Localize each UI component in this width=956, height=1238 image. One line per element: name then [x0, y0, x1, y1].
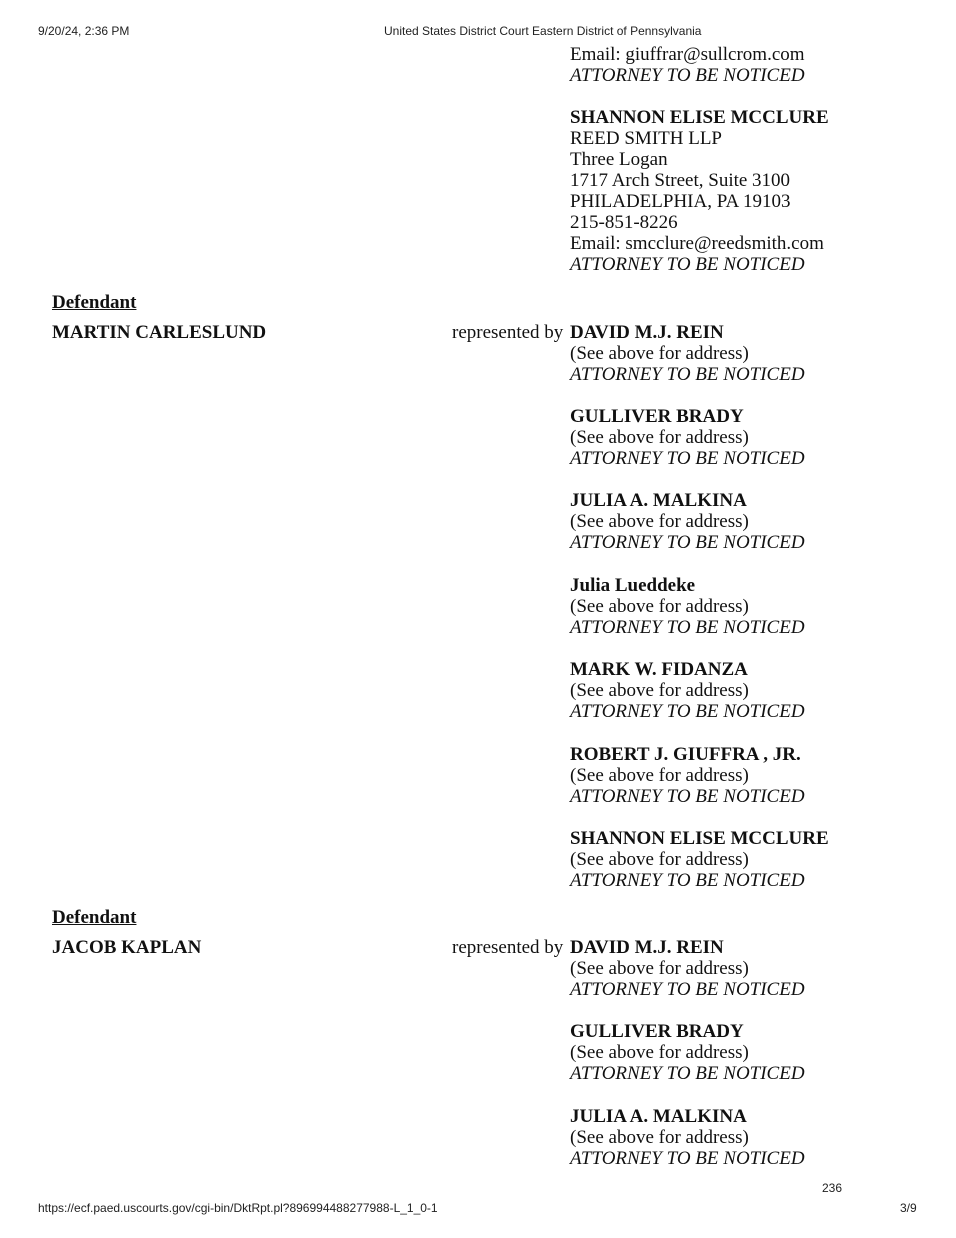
attorney-name: MARK W. FIDANZA	[570, 659, 748, 680]
attorney-entry	[570, 659, 805, 722]
attorney-name: GULLIVER BRADY	[570, 1021, 744, 1042]
attorney-entry	[570, 322, 805, 385]
attorney-notice: ATTORNEY TO BE NOTICED	[570, 364, 805, 385]
attorney-entry	[570, 1021, 805, 1084]
attorney-name: JULIA A. MALKINA	[570, 1106, 747, 1127]
attorney-block-carryover	[570, 44, 805, 86]
attorney-name: Julia Lueddeke	[570, 575, 696, 596]
attorney-address: (See above for address)	[570, 343, 749, 364]
attorney-email: Email: giuffrar@sullcrom.com	[570, 44, 805, 65]
attorney-entry	[570, 744, 805, 807]
attorney-entry	[570, 1106, 805, 1169]
attorney-notice: ATTORNEY TO BE NOTICED	[570, 786, 805, 807]
attorney-address: (See above for address)	[570, 427, 749, 448]
attorney-address: (See above for address)	[570, 765, 749, 786]
attorney-entry	[570, 490, 805, 553]
attorney-email: Email: smcclure@reedsmith.com	[570, 233, 824, 254]
attorney-name: JULIA A. MALKINA	[570, 490, 747, 511]
attorney-entry	[570, 575, 805, 638]
attorney-address: (See above for address)	[570, 1127, 749, 1148]
attorney-notice: ATTORNEY TO BE NOTICED	[570, 254, 805, 275]
attorney-notice: ATTORNEY TO BE NOTICED	[570, 701, 805, 722]
attorney-notice: ATTORNEY TO BE NOTICED	[570, 617, 805, 638]
attorney-phone: 215-851-8226	[570, 212, 678, 233]
attorney-name: SHANNON ELISE MCCLURE	[570, 828, 829, 849]
attorney-name: DAVID M.J. REIN	[570, 937, 724, 958]
attorney-address: (See above for address)	[570, 511, 749, 532]
attorney-name: SHANNON ELISE MCCLURE	[570, 107, 829, 128]
represented-by-label: represented by	[452, 937, 564, 958]
page-url: https://ecf.paed.uscourts.gov/cgi-bin/DktRpt.pl?896994488277988-L_1_0-1	[38, 1201, 438, 1215]
party-type-label: Defendant	[52, 292, 137, 313]
represented-by-label: represented by	[452, 322, 564, 343]
attorney-address: (See above for address)	[570, 1042, 749, 1063]
defendant-name: MARTIN CARLESLUND	[52, 322, 267, 343]
attorney-notice: ATTORNEY TO BE NOTICED	[570, 65, 805, 86]
attorney-entry	[570, 937, 805, 1000]
print-timestamp: 9/20/24, 2:36 PM	[38, 24, 130, 38]
attorney-notice: ATTORNEY TO BE NOTICED	[570, 532, 805, 553]
attorney-address: (See above for address)	[570, 958, 749, 979]
defendant-name: JACOB KAPLAN	[52, 937, 202, 958]
page-header-title: United States District Court Eastern District of Pennsylvania	[384, 24, 702, 38]
attorney-notice: ATTORNEY TO BE NOTICED	[570, 1063, 805, 1084]
party-type-label: Defendant	[52, 907, 137, 928]
attorney-notice: ATTORNEY TO BE NOTICED	[570, 448, 805, 469]
attorney-address-line: 1717 Arch Street, Suite 3100	[570, 170, 791, 191]
bates-page-number: 236	[822, 1181, 843, 1195]
page-count: 3/9	[900, 1201, 917, 1215]
attorney-firm: REED SMITH LLP	[570, 128, 722, 149]
attorney-name: ROBERT J. GIUFFRA , JR.	[570, 744, 801, 765]
attorney-address: (See above for address)	[570, 849, 749, 870]
attorney-notice: ATTORNEY TO BE NOTICED	[570, 979, 805, 1000]
attorney-address-line: PHILADELPHIA, PA 19103	[570, 191, 791, 212]
attorney-address: (See above for address)	[570, 680, 749, 701]
attorney-address-line: Three Logan	[570, 149, 668, 170]
attorney-entry	[570, 406, 805, 469]
attorney-address: (See above for address)	[570, 596, 749, 617]
attorney-entry	[570, 828, 829, 891]
attorney-notice: ATTORNEY TO BE NOTICED	[570, 1148, 805, 1169]
attorney-notice: ATTORNEY TO BE NOTICED	[570, 870, 805, 891]
attorney-name: GULLIVER BRADY	[570, 406, 744, 427]
attorney-block-mcclure	[570, 107, 829, 275]
attorney-name: DAVID M.J. REIN	[570, 322, 724, 343]
